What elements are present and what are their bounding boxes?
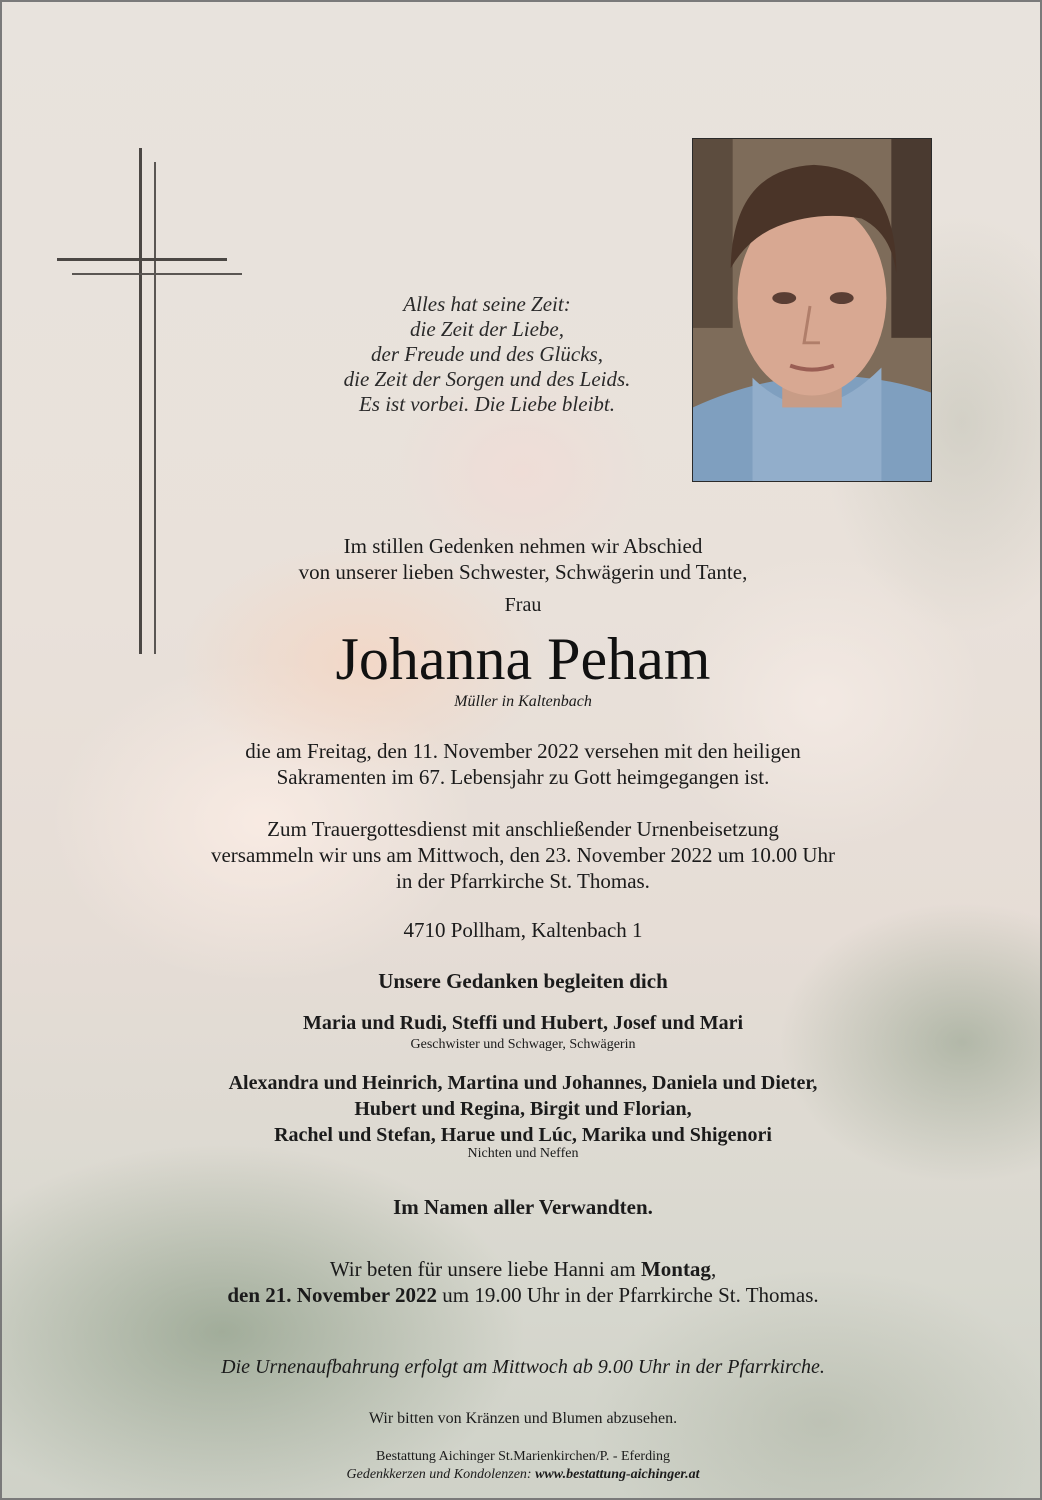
relatives-signoff: Im Namen aller Verwandten. — [393, 1195, 653, 1219]
prayer-text: Wir beten für unsere liebe Hanni am — [329, 1257, 641, 1281]
service-line: Zum Trauergottesdienst mit anschließender Urnenbeisetzung — [267, 817, 779, 841]
service-line: in der Pfarrkirche St. Thomas. — [396, 869, 650, 893]
memorial-quote — [232, 292, 742, 417]
nieces-nephews-line: Hubert und Regina, Birgit und Florian, — [354, 1098, 692, 1120]
death-notice — [2, 738, 1042, 790]
condolence-prefix: Gedenkkerzen und Kondolenzen: — [346, 1467, 536, 1482]
nieces-nephews-line: Rachel und Stefan, Harue und Lúc, Marika und Shigenori — [274, 1124, 772, 1146]
salutation: Frau — [504, 594, 542, 616]
address: 4710 Pollham, Kaltenbach 1 — [403, 918, 643, 942]
prayer-comma: , — [710, 1257, 717, 1281]
prayer-info — [2, 1256, 1042, 1308]
quote-line: die Zeit der Sorgen und des Leids. — [343, 367, 631, 391]
death-notice-line: die am Freitag, den 11. November 2022 versehen mit den heiligen — [245, 739, 801, 763]
undertaker-info: Bestattung Aichinger St.Marienkirchen/P. - Eferding — [376, 1449, 670, 1464]
funeral-service-info — [2, 816, 1042, 894]
cross-horizontal-line-inner — [72, 273, 242, 275]
nieces-nephews-label: Nichten und Neffen — [467, 1146, 579, 1161]
intro-text — [2, 533, 1042, 585]
prayer-text: um 19.00 Uhr in der Pfarrkirche St. Thomas. — [436, 1283, 819, 1307]
nieces-nephews-line: Alexandra und Heinrich, Martina und Johannes, Daniela und Dieter, — [228, 1072, 818, 1094]
urn-note: Die Urnenaufbahrung erfolgt am Mittwoch ab 9.00 Uhr in der Pfarrkirche. — [221, 1356, 825, 1378]
death-notice-line: Sakramenten im 67. Lebensjahr zu Gott heimgegangen ist. — [276, 765, 770, 789]
intro-line: Im stillen Gedenken nehmen wir Abschied — [343, 534, 703, 558]
prayer-line-1 — [2, 1256, 1042, 1282]
prayer-date: den 21. November 2022 — [227, 1283, 437, 1307]
intro-line: von unserer lieben Schwester, Schwägerin und Tante, — [298, 560, 748, 584]
service-line: versammeln wir uns am Mittwoch, den 23. November 2022 um 10.00 Uhr — [210, 843, 836, 867]
quote-line: Alles hat seine Zeit: — [403, 292, 571, 316]
condolence-info — [2, 1466, 1042, 1484]
deceased-name: Johanna Peham — [335, 626, 711, 692]
quote-line: der Freude und des Glücks, — [371, 342, 603, 366]
siblings-names: Maria und Rudi, Steffi und Hubert, Josef und Mari — [302, 1012, 744, 1034]
siblings-label: Geschwister und Schwager, Schwägerin — [410, 1037, 636, 1052]
quote-line: Es ist vorbei. Die Liebe bleibt. — [358, 392, 616, 416]
quote-line: die Zeit der Liebe, — [410, 317, 564, 341]
cross-horizontal-line — [57, 258, 227, 261]
no-wreaths-note: Wir bitten von Kränzen und Blumen abzusehen. — [368, 1410, 678, 1427]
thoughts-heading: Unsere Gedanken begleiten dich — [378, 969, 668, 993]
prayer-day: Montag — [640, 1257, 711, 1281]
condolence-url[interactable]: www.bestattung-aichinger.at — [535, 1467, 700, 1482]
maiden-note: Müller in Kaltenbach — [454, 693, 592, 710]
nieces-nephews-names — [2, 1070, 1042, 1148]
prayer-line-2 — [2, 1282, 1042, 1308]
